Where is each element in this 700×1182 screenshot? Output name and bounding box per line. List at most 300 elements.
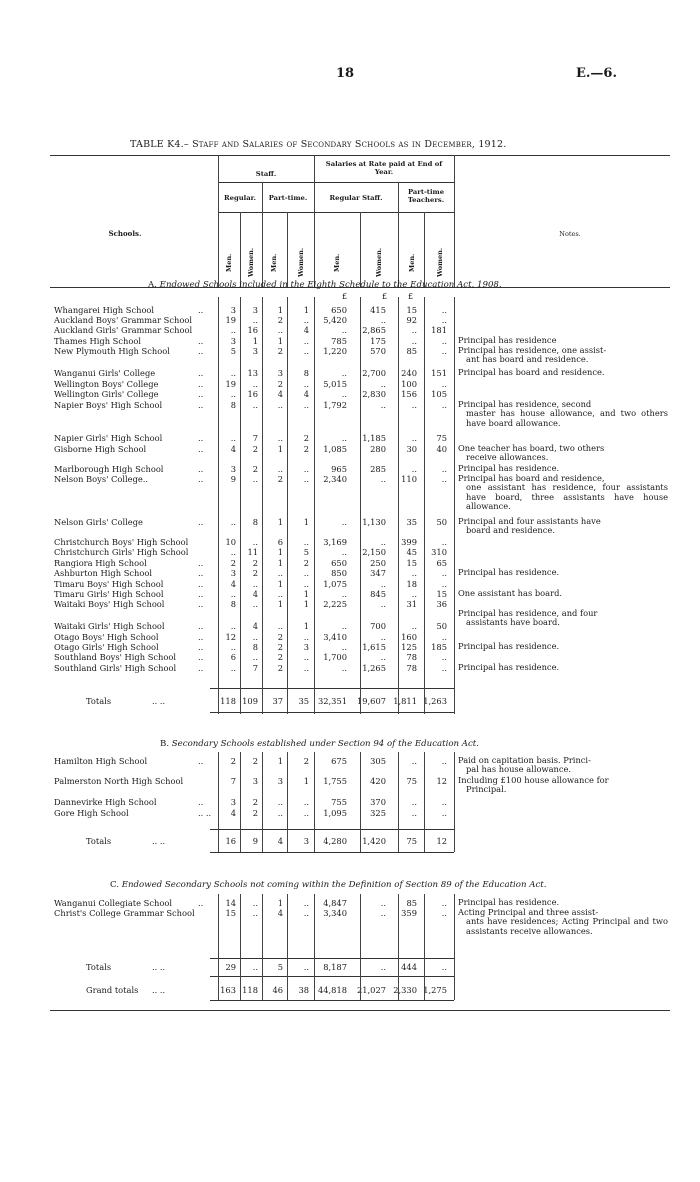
cell-value: 1,263: [423, 696, 447, 706]
header-divider: [287, 212, 288, 287]
table-row: [0, 379, 700, 389]
header-salaries: Salaries at Rate paid at End of Year.: [325, 160, 443, 176]
cell-value: 2: [303, 756, 309, 766]
cell-value: ..: [252, 898, 258, 908]
table-row: [0, 433, 700, 443]
cell-value: 280: [370, 444, 386, 454]
cell-value: ..: [441, 346, 447, 356]
cell-value: ..: [380, 537, 386, 547]
cell-value: 14: [225, 898, 236, 908]
cell-value: ..: [380, 962, 386, 972]
header-women: Women.: [436, 247, 444, 277]
column-rule: [262, 752, 263, 852]
leader-dots: ..: [198, 305, 204, 315]
column-rule: [360, 894, 361, 1000]
column-rule: [424, 894, 425, 1000]
cell-value: 3,169: [323, 537, 347, 547]
cell-value: ..: [441, 464, 447, 474]
cell-value: 1,420: [362, 836, 386, 846]
cell-value: 4: [230, 808, 236, 818]
school-name: Christ's College Grammar School: [54, 908, 195, 918]
cell-value: 2: [230, 756, 236, 766]
cell-value: 16: [247, 325, 258, 335]
cell-value: 6: [230, 652, 236, 662]
school-name: Wellington Boys' College: [54, 379, 159, 389]
cell-value: 11: [247, 547, 258, 557]
cell-value: 4: [277, 836, 283, 846]
note: [458, 517, 668, 536]
school-name: Hamilton High School: [54, 756, 148, 766]
note-continuation: one assistant has residence, four assistants have board, three assistants have house allowance.: [466, 482, 668, 512]
cell-value: ..: [303, 663, 309, 673]
cell-value: 1: [277, 336, 283, 346]
leader-dots: ..: [198, 756, 204, 766]
cell-value: ..: [341, 642, 347, 652]
cell-value: 100: [401, 379, 417, 389]
note: [458, 663, 668, 672]
cell-value: 65: [436, 558, 447, 568]
cell-value: 1: [303, 599, 309, 609]
cell-value: 19,607: [356, 696, 386, 706]
cell-value: 12: [436, 776, 447, 786]
note: [458, 444, 668, 463]
header-staff: Staff.: [255, 170, 277, 178]
leader-dots: .. ..: [152, 696, 166, 706]
school-name: Whangarei High School: [54, 305, 155, 315]
totals-label: Grand totals: [86, 985, 139, 995]
cell-value: 1: [303, 589, 309, 599]
note-text: Principal has residence, one assist-: [458, 345, 607, 355]
cell-value: 12: [436, 836, 447, 846]
cell-value: 35: [406, 517, 417, 527]
leader-dots: .. ..: [152, 962, 166, 972]
cell-value: ..: [252, 632, 258, 642]
page-number: 18: [336, 66, 355, 81]
cell-value: 8: [303, 368, 309, 378]
table-row: [0, 325, 700, 335]
cell-value: 2: [277, 652, 283, 662]
school-name: Nelson Girls' College: [54, 517, 143, 527]
header-divider: [454, 155, 455, 287]
header-men: Men.: [333, 253, 341, 272]
cell-value: ..: [230, 389, 236, 399]
school-name: Christchurch Girls' High School: [54, 547, 189, 557]
section-b-title: B. Secondary Schools established under Section 94 of the Education Act.: [160, 739, 479, 749]
table-row: [0, 579, 700, 589]
school-name: Wellington Girls' College: [54, 389, 159, 399]
totals-rule: [210, 976, 454, 977]
cell-value: 29: [225, 962, 236, 972]
table-label: TABLE K4.–: [130, 139, 193, 150]
cell-value: 125: [401, 642, 417, 652]
cell-value: ..: [277, 808, 283, 818]
school-name: Palmerston North High School: [54, 776, 184, 786]
leader-dots: ..: [198, 642, 204, 652]
leader-dots: ..: [198, 464, 204, 474]
cell-value: 32,351: [317, 696, 347, 706]
cell-value: ..: [341, 547, 347, 557]
cell-value: ..: [252, 474, 258, 484]
cell-value: 965: [331, 464, 347, 474]
cell-value: 5: [230, 346, 236, 356]
table-row: [0, 632, 700, 642]
cell-value: 444: [401, 962, 417, 972]
note: [458, 776, 668, 795]
cell-value: ..: [277, 400, 283, 410]
school-name: Dannevirke High School: [54, 797, 157, 807]
cell-value: 163: [220, 985, 236, 995]
column-rule: [287, 297, 288, 714]
cell-value: ..: [441, 579, 447, 589]
cell-value: 1,792: [323, 400, 347, 410]
cell-value: 3: [303, 836, 309, 846]
leader-dots: ..: [198, 346, 204, 356]
leader-dots: ..: [198, 368, 204, 378]
cell-value: 75: [406, 776, 417, 786]
cell-value: 2: [252, 444, 258, 454]
cell-value: 3: [230, 797, 236, 807]
cell-value: 4: [303, 325, 309, 335]
leader-dots: ..: [198, 621, 204, 631]
table-row: [0, 305, 700, 315]
cell-value: 650: [331, 558, 347, 568]
cell-value: 40: [436, 444, 447, 454]
cell-value: ..: [380, 599, 386, 609]
school-name: Auckland Girls' Grammar School: [54, 325, 193, 335]
totals-rule: [210, 1000, 454, 1001]
cell-value: 1,185: [362, 433, 386, 443]
cell-value: ..: [230, 547, 236, 557]
column-rule: [218, 894, 219, 1000]
cell-value: 3: [252, 305, 258, 315]
cell-value: 420: [370, 776, 386, 786]
cell-value: 30: [406, 444, 417, 454]
cell-value: ..: [277, 433, 283, 443]
cell-value: 2,150: [362, 547, 386, 557]
cell-value: 1,085: [323, 444, 347, 454]
cell-value: ..: [380, 632, 386, 642]
cell-value: ..: [303, 908, 309, 918]
cell-value: 1: [277, 444, 283, 454]
section-c-title: C. Endowed Secondary Schools not coming within the Definition of Section 89 of the Education Act.: [110, 880, 547, 890]
cell-value: 2: [252, 808, 258, 818]
table-row: [0, 558, 700, 568]
cell-value: 2,340: [323, 474, 347, 484]
cell-value: 105: [431, 389, 447, 399]
cell-value: ..: [230, 517, 236, 527]
cell-value: ..: [411, 621, 417, 631]
school-name: Christchurch Boys' High School: [54, 537, 189, 547]
cell-value: 1: [277, 547, 283, 557]
column-rule: [398, 297, 399, 714]
column-rule: [424, 297, 425, 714]
cell-value: ..: [341, 325, 347, 335]
cell-value: ..: [252, 652, 258, 662]
cell-value: 2,225: [323, 599, 347, 609]
cell-value: ..: [277, 325, 283, 335]
cell-value: 3: [230, 568, 236, 578]
cell-value: 1: [303, 621, 309, 631]
cell-value: 1: [277, 579, 283, 589]
school-name: Gore High School: [54, 808, 129, 818]
column-rule: [218, 752, 219, 852]
note-text: Principal has board and residence,: [458, 473, 605, 483]
column-rule: [287, 752, 288, 852]
cell-value: ..: [380, 474, 386, 484]
note: [458, 346, 668, 365]
header-regular: Regular.: [224, 194, 256, 202]
cell-value: 1: [303, 305, 309, 315]
header-notes: Notes.: [559, 230, 581, 238]
cell-value: ..: [411, 589, 417, 599]
note-continuation: receive allowances.: [466, 452, 549, 463]
leader-dots: ..: [198, 517, 204, 527]
cell-value: ..: [341, 589, 347, 599]
cell-value: 845: [370, 589, 386, 599]
school-name: Wanganui Girls' College: [54, 368, 156, 378]
leader-dots: ..: [198, 568, 204, 578]
cell-value: 240: [401, 368, 417, 378]
cell-value: 37: [272, 696, 283, 706]
cell-value: ..: [303, 537, 309, 547]
cell-value: 3: [230, 336, 236, 346]
header-men: Men.: [408, 253, 416, 272]
cell-value: 1: [252, 336, 258, 346]
cell-value: 325: [370, 808, 386, 818]
cell-value: 4: [277, 908, 283, 918]
school-name: Napier Girls' High School: [54, 433, 163, 443]
cell-value: 35: [298, 696, 309, 706]
cell-value: ..: [380, 315, 386, 325]
cell-value: 2: [252, 464, 258, 474]
column-rule: [314, 752, 315, 852]
cell-value: 15: [406, 305, 417, 315]
note-continuation: ant has board and residence.: [466, 354, 589, 365]
note-text: Principal has residence.: [458, 662, 560, 672]
currency-symbol: £: [408, 292, 414, 301]
cell-value: 347: [370, 568, 386, 578]
totals-rule: [210, 829, 454, 830]
note-text: Principal has residence.: [458, 897, 560, 907]
table-row: [0, 808, 700, 818]
leader-dots: ..: [198, 663, 204, 673]
cell-value: 8: [252, 642, 258, 652]
cell-value: ..: [380, 908, 386, 918]
cell-value: ..: [303, 346, 309, 356]
cell-value: 1: [303, 776, 309, 786]
column-rule: [262, 297, 263, 714]
column-rule: [360, 752, 361, 852]
cell-value: 92: [406, 315, 417, 325]
cell-value: 36: [436, 599, 447, 609]
cell-value: 1: [277, 558, 283, 568]
cell-value: 4: [230, 579, 236, 589]
cell-value: 700: [370, 621, 386, 631]
leader-dots: ..: [198, 400, 204, 410]
cell-value: 78: [406, 663, 417, 673]
column-rule: [360, 297, 361, 714]
cell-value: 1,265: [362, 663, 386, 673]
note-text: Principal has residence: [458, 335, 557, 345]
cell-value: 1: [277, 517, 283, 527]
cell-value: 3: [277, 368, 283, 378]
cell-value: ..: [341, 621, 347, 631]
column-rule: [287, 894, 288, 1000]
totals-rule: [210, 712, 454, 713]
cell-value: 31: [406, 599, 417, 609]
cell-value: 1: [303, 517, 309, 527]
column-rule: [262, 894, 263, 1000]
cell-value: ..: [230, 433, 236, 443]
header-sub-rule: [218, 212, 454, 213]
cell-value: ..: [441, 568, 447, 578]
cell-value: 8: [230, 400, 236, 410]
cell-value: 16: [247, 389, 258, 399]
cell-value: ..: [303, 474, 309, 484]
header-part-time: Part-time.: [268, 194, 308, 202]
note: [458, 368, 668, 377]
note-text: Principal has residence.: [458, 567, 560, 577]
cell-value: 18: [406, 579, 417, 589]
note-continuation: board and residence.: [466, 525, 555, 536]
school-name: Southland Girls' High School: [54, 663, 177, 673]
cell-value: 3: [277, 776, 283, 786]
cell-value: 310: [431, 547, 447, 557]
header-men: Men.: [225, 253, 233, 272]
note-text: Paid on capitation basis. Princi-: [458, 755, 591, 765]
school-name: Marlborough High School: [54, 464, 164, 474]
school-name: Auckland Boys' Grammar School: [54, 315, 193, 325]
header-divider: [424, 212, 425, 287]
school-name: Otago Boys' High School: [54, 632, 159, 642]
cell-value: ..: [441, 379, 447, 389]
school-name: Timaru Boys' High School: [54, 579, 164, 589]
cell-value: ..: [441, 315, 447, 325]
totals-row: [0, 696, 700, 706]
cell-value: 3,340: [323, 908, 347, 918]
cell-value: 85: [406, 346, 417, 356]
cell-value: 250: [370, 558, 386, 568]
cell-value: 2: [277, 315, 283, 325]
cell-value: 675: [331, 756, 347, 766]
cell-value: 1,130: [362, 517, 386, 527]
cell-value: 3,410: [323, 632, 347, 642]
column-rule: [398, 752, 399, 852]
cell-value: ..: [230, 589, 236, 599]
totals-label: Totals: [86, 836, 112, 846]
cell-value: 2: [303, 558, 309, 568]
cell-value: ..: [252, 962, 258, 972]
column-rule: [240, 894, 241, 1000]
leader-dots: .. ..: [152, 836, 166, 846]
totals-rule: [210, 852, 454, 853]
totals-rule: [210, 688, 454, 689]
cell-value: 3: [230, 464, 236, 474]
note: [458, 898, 668, 907]
table-row: [0, 389, 700, 399]
cell-value: 1,275: [423, 985, 447, 995]
cell-value: 4: [230, 444, 236, 454]
header-women: Women.: [375, 247, 383, 277]
cell-value: 109: [242, 696, 258, 706]
cell-value: 175: [370, 336, 386, 346]
cell-value: 75: [436, 433, 447, 443]
cell-value: ..: [230, 663, 236, 673]
note-text: Including £100 house allowance for: [458, 775, 609, 785]
school-name: Timaru Girls' High School: [54, 589, 164, 599]
leader-dots: .. ..: [152, 985, 166, 995]
cell-value: 650: [331, 305, 347, 315]
cell-value: 1,075: [323, 579, 347, 589]
cell-value: 305: [370, 756, 386, 766]
cell-value: ..: [380, 379, 386, 389]
cell-value: 44,818: [317, 985, 347, 995]
cell-value: ..: [252, 400, 258, 410]
header-part-time-teachers: Part-time Teachers.: [407, 188, 445, 204]
school-name: Napier Boys' High School: [54, 400, 163, 410]
cell-value: ..: [441, 537, 447, 547]
cell-value: 755: [331, 797, 347, 807]
cell-value: 185: [431, 642, 447, 652]
cell-value: ..: [277, 464, 283, 474]
totals-label: Totals: [86, 962, 112, 972]
cell-value: 38: [298, 985, 309, 995]
note: [458, 589, 668, 598]
leader-dots: ..: [198, 579, 204, 589]
cell-value: 5: [277, 962, 283, 972]
cell-value: 2: [252, 568, 258, 578]
cell-value: 4: [252, 621, 258, 631]
school-name: Nelson Boys' College..: [54, 474, 149, 484]
leader-dots: ..: [198, 444, 204, 454]
school-name: Wanganui Collegiate School: [54, 898, 173, 908]
cell-value: ..: [441, 808, 447, 818]
leader-dots: .. ..: [198, 808, 212, 818]
cell-value: 9: [252, 836, 258, 846]
cell-value: 13: [247, 368, 258, 378]
cell-value: ..: [303, 898, 309, 908]
cell-value: 2: [277, 379, 283, 389]
leader-dots: ..: [198, 599, 204, 609]
cell-value: 370: [370, 797, 386, 807]
cell-value: 15: [406, 558, 417, 568]
cell-value: 7: [252, 663, 258, 673]
cell-value: 3: [303, 642, 309, 652]
school-name: Ashburton High School: [54, 568, 153, 578]
cell-value: 7: [252, 433, 258, 443]
note-continuation: ants have residences; Acting Principal and two assistants receive allowances.: [466, 916, 668, 936]
note: [458, 642, 668, 651]
note: [458, 336, 668, 345]
cell-value: 285: [370, 464, 386, 474]
leader-dots: ..: [198, 379, 204, 389]
cell-value: 2: [277, 632, 283, 642]
grand-totals-row: [0, 985, 700, 995]
leader-dots: ..: [198, 632, 204, 642]
note: [458, 464, 668, 473]
cell-value: 3: [230, 305, 236, 315]
totals-row: [0, 962, 700, 972]
cell-value: 15: [225, 908, 236, 918]
cell-value: ..: [441, 756, 447, 766]
cell-value: ..: [303, 336, 309, 346]
cell-value: ..: [441, 474, 447, 484]
cell-value: ..: [277, 621, 283, 631]
header-divider: [360, 212, 361, 287]
leader-dots: ..: [198, 336, 204, 346]
table-row: [0, 797, 700, 807]
header-regular-staff: Regular Staff.: [329, 194, 383, 202]
